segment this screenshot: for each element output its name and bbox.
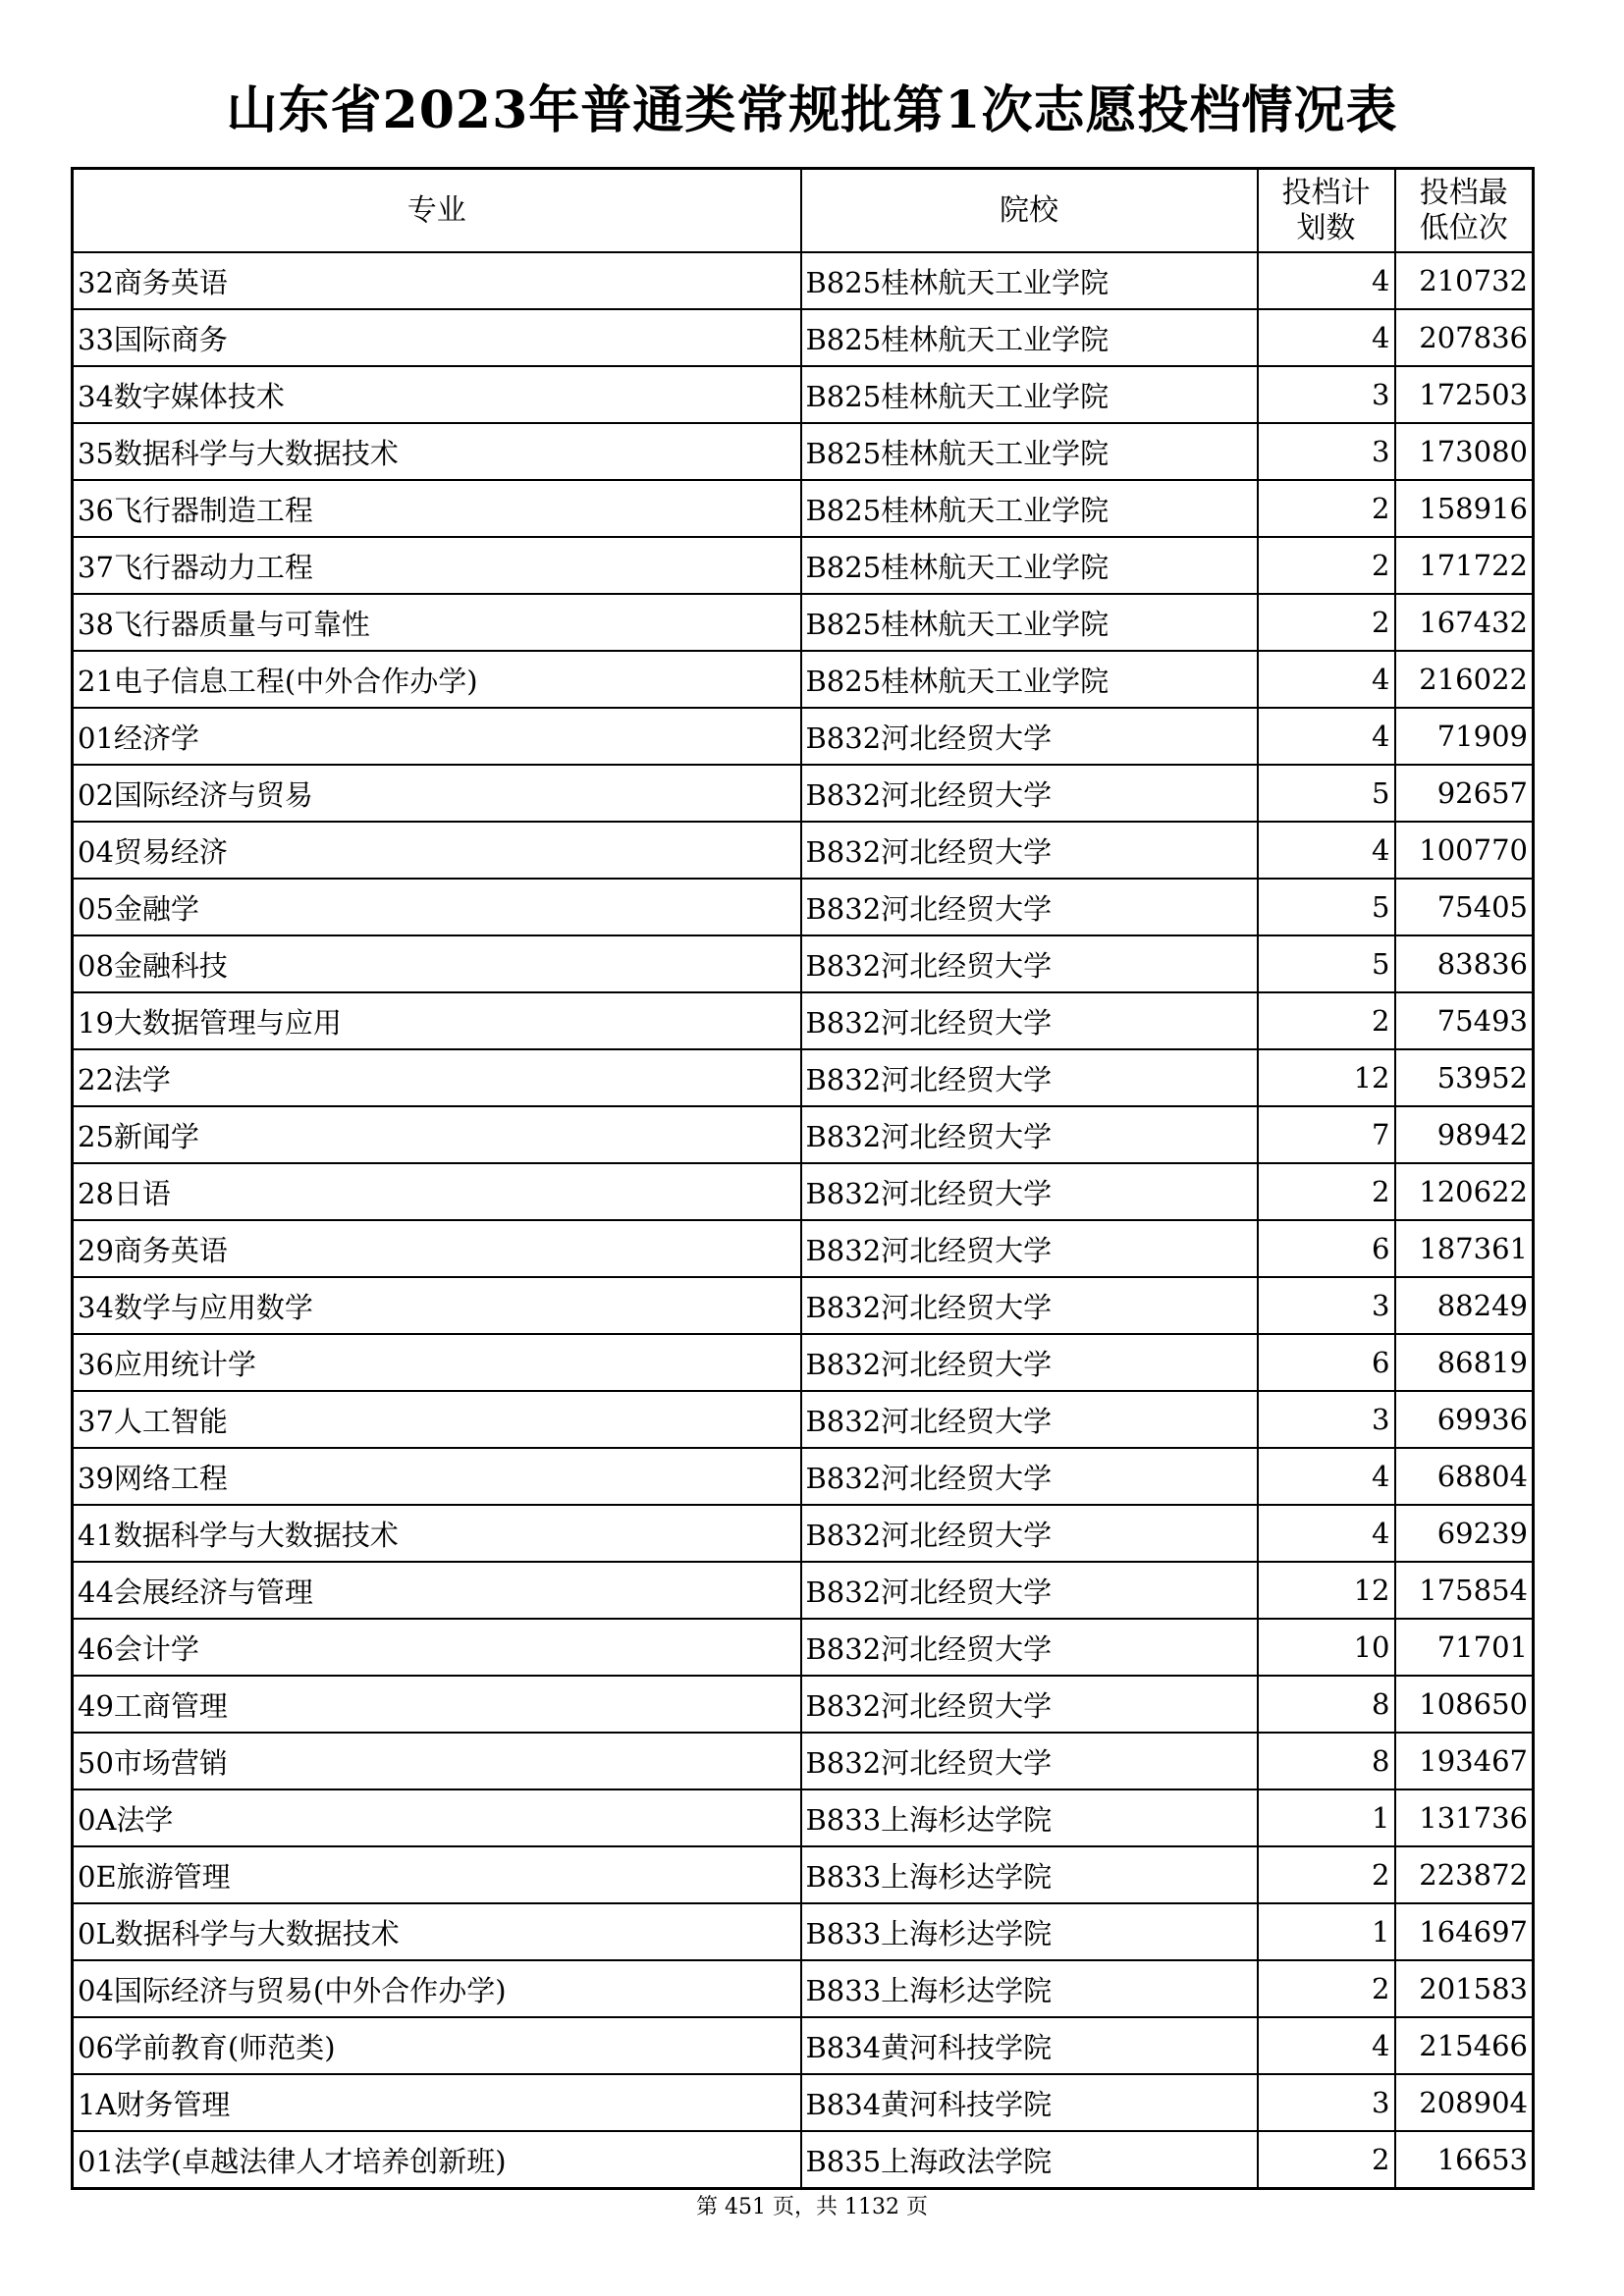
plan-cell: 4	[1258, 1448, 1395, 1505]
rank-cell: 172503	[1395, 366, 1534, 423]
plan-cell: 3	[1258, 1277, 1395, 1334]
school-cell: B825桂林航天工业学院	[801, 366, 1258, 423]
school-cell: B825桂林航天工业学院	[801, 480, 1258, 537]
table-row	[73, 423, 1534, 480]
plan-cell: 5	[1258, 935, 1395, 992]
header-major: 专业	[73, 169, 801, 253]
table-row	[73, 1049, 1534, 1106]
rank-cell: 69239	[1395, 1505, 1534, 1562]
header-rank	[1395, 169, 1534, 253]
major-cell: 01法学(卓越法律人才培养创新班)	[73, 2131, 801, 2189]
plan-cell: 2	[1258, 480, 1395, 537]
plan-cell: 4	[1258, 252, 1395, 309]
major-cell: 04贸易经济	[73, 822, 801, 879]
plan-cell: 7	[1258, 1106, 1395, 1163]
school-cell: B832河北经贸大学	[801, 1391, 1258, 1448]
plan-cell: 4	[1258, 2017, 1395, 2074]
rank-cell: 108650	[1395, 1676, 1534, 1733]
major-cell: 0A法学	[73, 1789, 801, 1846]
major-cell: 21电子信息工程(中外合作办学)	[73, 651, 801, 708]
major-cell: 38飞行器质量与可靠性	[73, 594, 801, 651]
school-cell: B832河北经贸大学	[801, 1448, 1258, 1505]
table-row	[73, 1106, 1534, 1163]
rank-cell: 207836	[1395, 309, 1534, 366]
rank-cell: 92657	[1395, 765, 1534, 822]
plan-cell: 2	[1258, 537, 1395, 594]
major-cell: 44会展经济与管理	[73, 1562, 801, 1619]
plan-cell: 4	[1258, 822, 1395, 879]
plan-cell: 3	[1258, 2074, 1395, 2131]
rank-cell: 16653	[1395, 2131, 1534, 2189]
school-cell: B832河北经贸大学	[801, 1619, 1258, 1676]
rank-cell: 193467	[1395, 1733, 1534, 1789]
major-cell: 50市场营销	[73, 1733, 801, 1789]
rank-cell: 86819	[1395, 1334, 1534, 1391]
header-plan-line1: 投档计	[1281, 175, 1371, 210]
table-row	[73, 2131, 1534, 2189]
major-cell: 35数据科学与大数据技术	[73, 423, 801, 480]
table-row	[73, 1960, 1534, 2017]
major-cell: 36应用统计学	[73, 1334, 801, 1391]
school-cell: B825桂林航天工业学院	[801, 309, 1258, 366]
table-body	[73, 252, 1534, 2189]
rank-cell: 158916	[1395, 480, 1534, 537]
table-row	[73, 1163, 1534, 1220]
plan-cell: 4	[1258, 708, 1395, 765]
plan-cell: 2	[1258, 1163, 1395, 1220]
major-cell: 49工商管理	[73, 1676, 801, 1733]
school-cell: B832河北经贸大学	[801, 935, 1258, 992]
table-row	[73, 765, 1534, 822]
school-cell: B833上海杉达学院	[801, 1903, 1258, 1960]
table-row	[73, 992, 1534, 1049]
school-cell: B832河北经贸大学	[801, 1562, 1258, 1619]
school-cell: B832河北经贸大学	[801, 1676, 1258, 1733]
school-cell: B832河北经贸大学	[801, 822, 1258, 879]
plan-cell: 3	[1258, 423, 1395, 480]
table-row	[73, 935, 1534, 992]
major-cell: 0E旅游管理	[73, 1846, 801, 1903]
rank-cell: 164697	[1395, 1903, 1534, 1960]
rank-cell: 71909	[1395, 708, 1534, 765]
school-cell: B832河北经贸大学	[801, 1163, 1258, 1220]
school-cell: B835上海政法学院	[801, 2131, 1258, 2189]
school-cell: B825桂林航天工业学院	[801, 423, 1258, 480]
major-cell: 1A财务管理	[73, 2074, 801, 2131]
table-row	[73, 1562, 1534, 1619]
school-cell: B825桂林航天工业学院	[801, 651, 1258, 708]
school-cell: B834黄河科技学院	[801, 2017, 1258, 2074]
table-row	[73, 1676, 1534, 1733]
plan-cell: 12	[1258, 1049, 1395, 1106]
major-cell: 37飞行器动力工程	[73, 537, 801, 594]
rank-cell: 75405	[1395, 879, 1534, 935]
plan-cell: 4	[1258, 1505, 1395, 1562]
header-rank-line2: 低位次	[1419, 210, 1508, 245]
rank-cell: 215466	[1395, 2017, 1534, 2074]
major-cell: 34数学与应用数学	[73, 1277, 801, 1334]
school-cell: B825桂林航天工业学院	[801, 594, 1258, 651]
rank-cell: 201583	[1395, 1960, 1534, 2017]
table-row	[73, 1505, 1534, 1562]
table-row	[73, 822, 1534, 879]
school-cell: B832河北经贸大学	[801, 1106, 1258, 1163]
plan-cell: 6	[1258, 1220, 1395, 1277]
table-row	[73, 309, 1534, 366]
table-row	[73, 252, 1534, 309]
school-cell: B825桂林航天工业学院	[801, 252, 1258, 309]
school-cell: B832河北经贸大学	[801, 1220, 1258, 1277]
table-row	[73, 879, 1534, 935]
plan-cell: 8	[1258, 1733, 1395, 1789]
rank-cell: 88249	[1395, 1277, 1534, 1334]
plan-cell: 2	[1258, 1960, 1395, 2017]
major-cell: 22法学	[73, 1049, 801, 1106]
plan-cell: 5	[1258, 765, 1395, 822]
school-cell: B833上海杉达学院	[801, 1846, 1258, 1903]
rank-cell: 216022	[1395, 651, 1534, 708]
plan-cell: 3	[1258, 366, 1395, 423]
plan-cell: 4	[1258, 309, 1395, 366]
major-cell: 36飞行器制造工程	[73, 480, 801, 537]
school-cell: B832河北经贸大学	[801, 879, 1258, 935]
rank-cell: 171722	[1395, 537, 1534, 594]
rank-cell: 187361	[1395, 1220, 1534, 1277]
table-row	[73, 651, 1534, 708]
table-row	[73, 1334, 1534, 1391]
rank-cell: 208904	[1395, 2074, 1534, 2131]
major-cell: 46会计学	[73, 1619, 801, 1676]
table-row	[73, 2074, 1534, 2131]
rank-cell: 53952	[1395, 1049, 1534, 1106]
school-cell: B825桂林航天工业学院	[801, 537, 1258, 594]
rank-cell: 175854	[1395, 1562, 1534, 1619]
plan-cell: 1	[1258, 1903, 1395, 1960]
plan-cell: 6	[1258, 1334, 1395, 1391]
school-cell: B832河北经贸大学	[801, 992, 1258, 1049]
table-row	[73, 1846, 1534, 1903]
table-row	[73, 1619, 1534, 1676]
major-cell: 39网络工程	[73, 1448, 801, 1505]
rank-cell: 68804	[1395, 1448, 1534, 1505]
major-cell: 02国际经济与贸易	[73, 765, 801, 822]
table-row	[73, 1391, 1534, 1448]
plan-cell: 2	[1258, 1846, 1395, 1903]
plan-cell: 2	[1258, 992, 1395, 1049]
rank-cell: 223872	[1395, 1846, 1534, 1903]
major-cell: 29商务英语	[73, 1220, 801, 1277]
major-cell: 06学前教育(师范类)	[73, 2017, 801, 2074]
table-row	[73, 366, 1534, 423]
header-school: 院校	[801, 169, 1258, 253]
major-cell: 25新闻学	[73, 1106, 801, 1163]
table-row	[73, 1448, 1534, 1505]
school-cell: B832河北经贸大学	[801, 765, 1258, 822]
plan-cell: 5	[1258, 879, 1395, 935]
major-cell: 01经济学	[73, 708, 801, 765]
page-footer: 第 451 页，共 1132 页	[696, 2195, 928, 2219]
table-header-row	[73, 169, 1534, 253]
school-cell: B832河北经贸大学	[801, 1733, 1258, 1789]
plan-cell: 12	[1258, 1562, 1395, 1619]
table-row	[73, 1277, 1534, 1334]
major-cell: 28日语	[73, 1163, 801, 1220]
table-row	[73, 1903, 1534, 1960]
plan-cell: 3	[1258, 1391, 1395, 1448]
major-cell: 32商务英语	[73, 252, 801, 309]
major-cell: 08金融科技	[73, 935, 801, 992]
school-cell: B833上海杉达学院	[801, 1789, 1258, 1846]
school-cell: B832河北经贸大学	[801, 1334, 1258, 1391]
major-cell: 04国际经济与贸易(中外合作办学)	[73, 1960, 801, 2017]
major-cell: 33国际商务	[73, 309, 801, 366]
header-plan-line2: 划数	[1296, 210, 1356, 245]
rank-cell: 75493	[1395, 992, 1534, 1049]
table-row	[73, 2017, 1534, 2074]
school-cell: B834黄河科技学院	[801, 2074, 1258, 2131]
table-row	[73, 1220, 1534, 1277]
school-cell: B832河北经贸大学	[801, 1049, 1258, 1106]
page-title: 山东省2023年普通类常规批第1次志愿投档情况表	[226, 80, 1398, 140]
plan-cell: 10	[1258, 1619, 1395, 1676]
plan-cell: 1	[1258, 1789, 1395, 1846]
school-cell: B832河北经贸大学	[801, 708, 1258, 765]
table-row	[73, 1733, 1534, 1789]
school-cell: B832河北经贸大学	[801, 1505, 1258, 1562]
plan-cell: 2	[1258, 2131, 1395, 2189]
header-plan	[1258, 169, 1395, 253]
major-cell: 0L数据科学与大数据技术	[73, 1903, 801, 1960]
school-cell: B832河北经贸大学	[801, 1277, 1258, 1334]
rank-cell: 83836	[1395, 935, 1534, 992]
plan-cell: 2	[1258, 594, 1395, 651]
school-cell: B833上海杉达学院	[801, 1960, 1258, 2017]
rank-cell: 100770	[1395, 822, 1534, 879]
plan-cell: 4	[1258, 651, 1395, 708]
rank-cell: 120622	[1395, 1163, 1534, 1220]
header-rank-line1: 投档最	[1419, 175, 1508, 210]
rank-cell: 98942	[1395, 1106, 1534, 1163]
admission-table	[71, 167, 1535, 2190]
rank-cell: 210732	[1395, 252, 1534, 309]
major-cell: 19大数据管理与应用	[73, 992, 801, 1049]
table-row	[73, 1789, 1534, 1846]
plan-cell: 8	[1258, 1676, 1395, 1733]
rank-cell: 131736	[1395, 1789, 1534, 1846]
table-row	[73, 594, 1534, 651]
table-row	[73, 708, 1534, 765]
rank-cell: 167432	[1395, 594, 1534, 651]
major-cell: 41数据科学与大数据技术	[73, 1505, 801, 1562]
rank-cell: 71701	[1395, 1619, 1534, 1676]
major-cell: 37人工智能	[73, 1391, 801, 1448]
table-row	[73, 537, 1534, 594]
major-cell: 05金融学	[73, 879, 801, 935]
rank-cell: 69936	[1395, 1391, 1534, 1448]
major-cell: 34数字媒体技术	[73, 366, 801, 423]
rank-cell: 173080	[1395, 423, 1534, 480]
table-row	[73, 480, 1534, 537]
